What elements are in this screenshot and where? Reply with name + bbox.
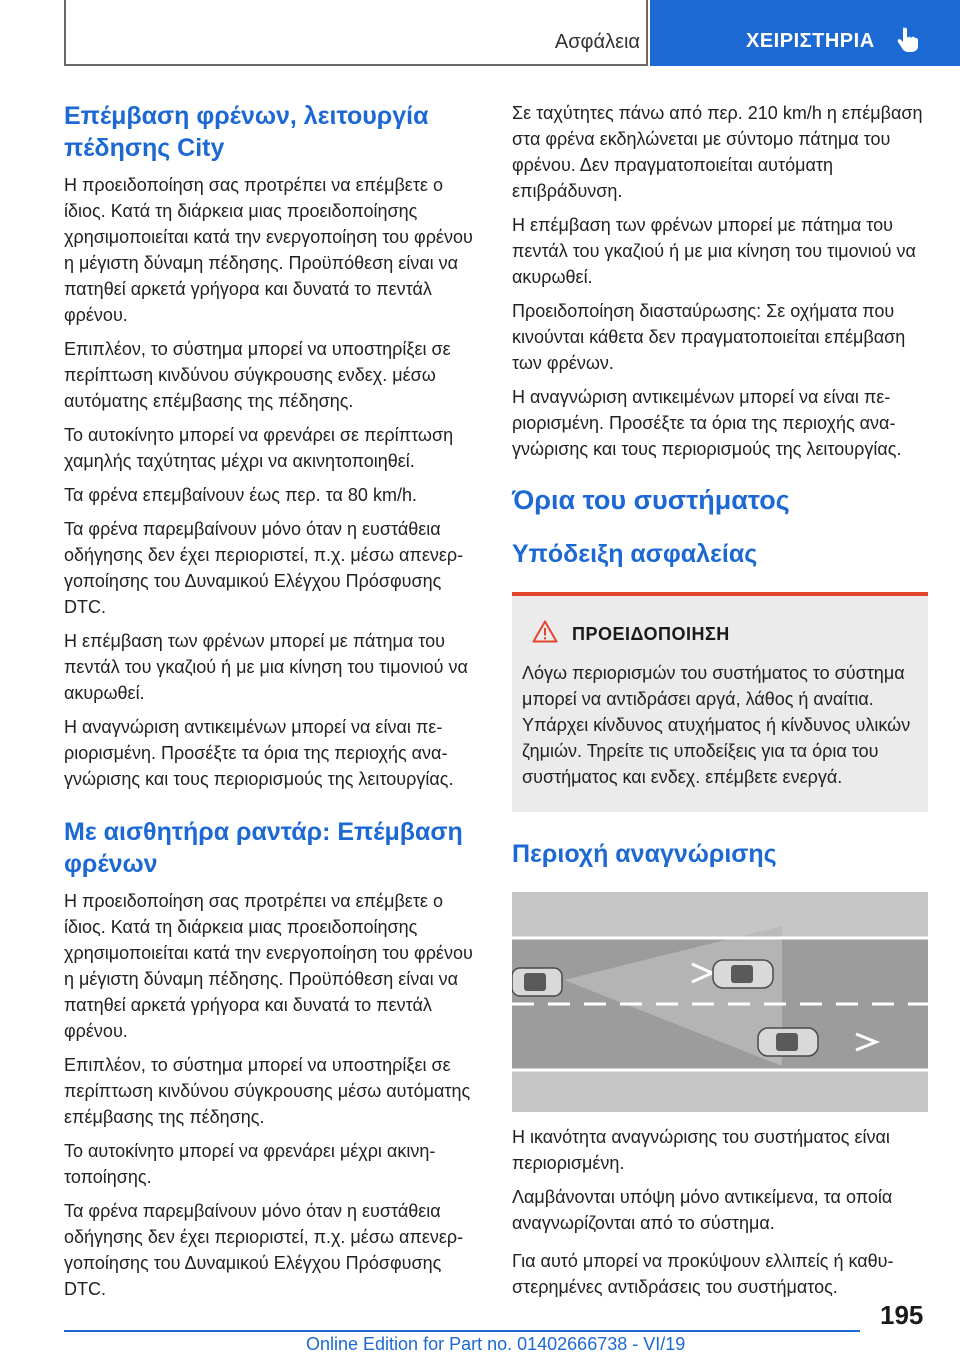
heading-detection-area: Περιοχή αναγνώρισης — [512, 840, 777, 868]
paragraph: Η επέμβαση των φρένων μπορεί με πάτημα του πεντάλ του γκαζιού ή με μια κίνηση του τιμονιού να ακυρωθεί. — [64, 631, 468, 703]
pointing-hand-icon — [896, 26, 922, 57]
paragraph: Το αυτοκίνητο μπορεί να φρενάρει μέχρι ακινητοποίησης. — [64, 1141, 436, 1187]
paragraph: Η επέμβαση των φρένων μπορεί με πάτημα του πεντάλ του γκαζιού ή με μια κίνηση του τιμονιού να ακυρωθεί. — [512, 215, 916, 287]
paragraph: Η προειδοποίηση σας προτρέπει να επέμβετε ο ίδιος. Κατά τη διάρκεια μιας προειδοποίησης χρησιμοποιείται κατά την ενεργοποίηση του φρένου η μέγιστη δύναμη πέδησης. Προϋπόθεση είναι να πατηθεί αρκετά γρήγορα και δυνατά το πεντάλ φρένου. — [64, 891, 473, 1041]
paragraph: Η προειδοποίηση σας προτρέπει να επέμβετε ο ίδιος. Κατά τη διάρκεια μιας προειδοποίησης χρησιμοποιείται κατά την ενεργοποίηση του φρένου η μέγιστη δύναμη πέδησης. Προϋπόθεση είναι να πατηθεί αρκετά γρήγορα και δυνατά το πεντάλ φρένου. — [64, 175, 473, 325]
vehicle-ahead-lane1 — [713, 960, 773, 988]
paragraph: Η αναγνώριση αντικειμένων μπορεί να είναι περιορισμένη. Προσέξτε τα όρια της περιοχής αναγνώρισης και τους περιορισμούς της λειτουργίας. — [512, 387, 902, 459]
header-section-title: Ασφάλεια — [554, 31, 640, 53]
paragraph: Η ικανότητα αναγνώρισης του συστήματος είναι περιορισμένη. — [512, 1127, 890, 1173]
warning-box — [512, 592, 928, 812]
heading-brake-intervention-city: Επέμβαση φρένων, λειτουργία πέδησης City — [64, 102, 429, 162]
paragraph: Σε ταχύτητες πάνω από περ. 210 km/h η επέμβαση στα φρένα εκδηλώνεται με σύντομο πάτημα του φρένου. Δεν πραγματοποιείται αυτόματη επιβράδυνση. — [512, 103, 923, 201]
paragraph: Η αναγνώριση αντικειμένων μπορεί να είναι περιορισμένη. Προσέξτε τα όρια της περιοχής αναγνώρισης και τους περιορισμούς της λειτουργίας. — [64, 717, 454, 789]
vehicle-ahead-lane2 — [758, 1028, 818, 1056]
paragraph: Λαμβάνονται υπόψη μόνο αντικείμενα, τα οποία αναγνωρίζονται από το σύστημα. — [512, 1187, 893, 1233]
paragraph: Επιπλέον, το σύστημα μπορεί να υποστηρίξει σε περίπτωση κινδύνου σύγκρουσης ενδεχ. μέσω αυτόματης επέμβασης της πέδησης. — [64, 339, 451, 411]
header-chapter-title: ΧΕΙΡΙΣΤΗΡΙΑ — [746, 30, 875, 52]
detection-area-svg — [512, 892, 928, 1112]
left-column — [64, 100, 484, 1302]
detection-area-illustration — [512, 892, 928, 1112]
paragraph: Τα φρένα παρεμβαίνουν μόνο όταν η ευστάθεια οδήγησης δεν έχει περιοριστεί, π.χ. μέσω απενεργοποίησης του Δυναμικού Ελέγχου Πρόσφυσης DTC. — [64, 519, 464, 617]
paragraph: Προειδοποίηση διασταύρωσης: Σε οχήματα που κινούνται κάθετα δεν πραγματοποιείται επέμβαση των φρένων. — [512, 301, 906, 373]
warning-title: ΠΡΟΕΙΔΟΠΟΙΗΣΗ — [572, 623, 730, 644]
paragraph: Τα φρένα επεμβαίνουν έως περ. τα 80 km/h. — [64, 485, 417, 505]
paragraph: Τα φρένα παρεμβαίνουν μόνο όταν η ευστάθεια οδήγησης δεν έχει περιοριστεί, π.χ. μέσω απενεργοποίησης του Δυναμικού Ελέγχου Πρόσφυσης DTC. — [64, 1201, 464, 1299]
heading-safety-note: Υπόδειξη ασφαλείας — [512, 540, 758, 568]
edition-note: Online Edition for Part no. 01402666738 - VI/19 — [306, 1334, 686, 1354]
paragraph: Το αυτοκίνητο μπορεί να φρενάρει σε περίπτωση χαμηλής ταχύτητας μέχρι να ακινητοποιηθεί. — [64, 425, 454, 471]
paragraph: Επιπλέον, το σύστημα μπορεί να υποστηρίξει σε περίπτωση κινδύνου σύγκρουσης μέσω αυτόματης επέμβασης της πέδησης. — [64, 1055, 471, 1127]
warning-header — [532, 620, 918, 648]
header-chapter-tab — [650, 0, 960, 66]
right-column — [512, 100, 928, 1300]
warning-triangle-icon — [532, 620, 558, 648]
heading-radar-brake-intervention: Με αισθητήρα ραντάρ: Επέμβαση φρένων — [64, 818, 463, 878]
footer-divider — [64, 1330, 860, 1332]
paragraph: Για αυτό μπορεί να προκύψουν ελλιπείς ή καθυστερημένες αντιδράσεις του συστήματος. — [512, 1251, 894, 1297]
warning-text: Λόγω περιορισμών του συστήματος το σύστημα μπορεί να αντιδράσει αργά, λάθος ή αναίτια. Υπάρχει κίνδυνος ατυχήματος ή κίνδυνος υλικών ζημιών. Τηρείτε τις υποδείξεις για τα όρια του συστήματος και ενδεχ. επέμβετε ενεργά. — [522, 663, 911, 787]
heading-system-limits: Όρια του συστήματος — [512, 485, 790, 515]
ego-vehicle — [512, 968, 562, 996]
page-number: 195 — [880, 1300, 924, 1330]
